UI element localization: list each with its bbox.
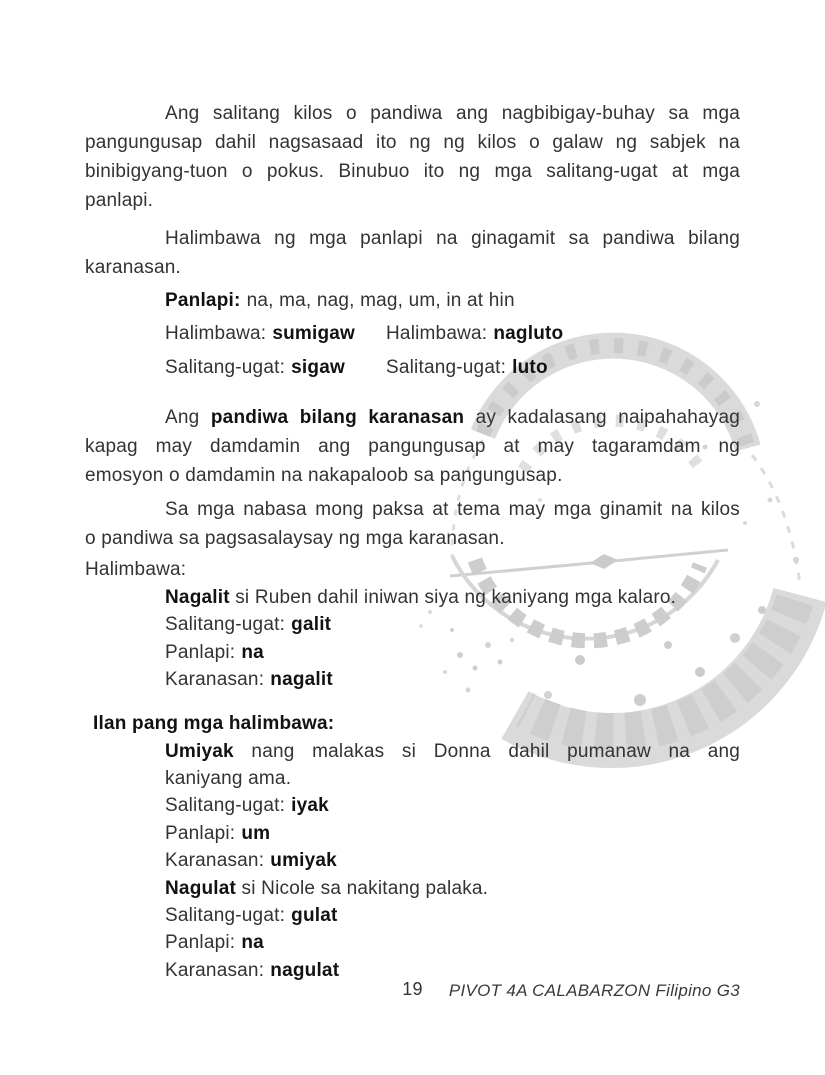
affix-label: Panlapi:	[165, 641, 236, 663]
root-word: luto	[512, 357, 548, 378]
affix-label: Panlapi:	[165, 822, 236, 844]
panlapi-label: Panlapi:	[165, 290, 241, 311]
verb-word: Umiyak	[165, 740, 234, 762]
footer-source: PIVOT 4A CALABARZON Filipino G3	[448, 981, 740, 1001]
root-word-line	[165, 902, 740, 929]
root-word-label: Salitang-ugat:	[165, 795, 286, 817]
more-examples-heading: Ilan pang mga halimbawa:	[93, 712, 335, 734]
text-line: o pandiwa sa pagsasalaysay ng mga karanasan.	[85, 528, 505, 549]
root-word-label: Salitang-ugat:	[165, 905, 286, 927]
affix-word: um	[241, 822, 271, 844]
paragraph-halimbawa-intro	[85, 224, 740, 282]
example-label: Halimbawa:	[386, 323, 488, 344]
example-sentence-3	[165, 875, 740, 902]
sentence-rest: si Ruben dahil iniwan siya ng kaniyang mga kalaro.	[229, 587, 677, 608]
karanasan-line	[165, 847, 740, 874]
example-label: Halimbawa:	[165, 323, 267, 344]
verb-word: Nagulat	[165, 877, 237, 899]
karanasan-label: Karanasan:	[165, 850, 265, 872]
paragraph-pandiwa-karanasan	[85, 403, 740, 490]
root-word-label: Salitang-ugat:	[386, 357, 507, 378]
text-line: pangungusap dahil nagsasaad ito ng ng kilos o galaw ng sabjek na	[85, 132, 740, 153]
example-sentence-1	[165, 584, 740, 611]
text-line: kapag may damdamin ang pangungusap at may tagaramdam ng	[85, 436, 740, 457]
halimbawa-heading: Halimbawa:	[85, 559, 187, 580]
example-cell	[165, 353, 386, 382]
root-word-label: Salitang-ugat:	[165, 614, 286, 636]
example-cell	[386, 357, 548, 378]
karanasan-word: nagulat	[270, 959, 340, 981]
karanasan-line	[165, 666, 740, 693]
root-word: gulat	[291, 905, 338, 927]
text-line: karanasan.	[85, 257, 182, 278]
example-cell	[165, 319, 386, 348]
example-sentence-2-cont: kaniyang ama.	[165, 768, 292, 790]
karanasan-word: nagalit	[270, 669, 333, 691]
example-pair-row-2	[165, 353, 740, 382]
root-word-line	[165, 611, 740, 638]
affix-label: Panlapi:	[165, 932, 236, 954]
example-cell	[386, 323, 563, 344]
text-line: Sa mga nabasa mong paksa at tema may mga ginamit na kilos	[165, 499, 740, 520]
karanasan-label: Karanasan:	[165, 959, 265, 981]
verb-word: Nagalit	[165, 587, 230, 608]
example-pair-row-1	[165, 319, 740, 348]
panlapi-list-line	[165, 286, 740, 315]
sentence-rest: si Nicole sa nakitang palaka.	[236, 877, 489, 899]
paragraph-sa-mga-nabasa	[85, 495, 740, 553]
text-line: panlapi.	[85, 190, 154, 211]
text-line: Halimbawa ng mga panlapi na ginagamit sa pandiwa bilang	[165, 228, 740, 249]
example-sentence-2	[165, 738, 740, 765]
text-line: binibigyang-tuon o pokus. Binubuo ito ng mga salitang-ugat at mga	[85, 161, 740, 182]
root-word: iyak	[291, 795, 329, 817]
text-segment: Ang	[165, 407, 211, 428]
panlapi-values: na, ma, nag, mag, um, in at hin	[246, 290, 515, 311]
example-word: sumigaw	[272, 323, 356, 344]
root-word-label: Salitang-ugat:	[165, 357, 286, 378]
root-word: sigaw	[291, 357, 345, 378]
text-segment: ay kadalasang naipahahayag	[464, 407, 740, 428]
page-number: 19	[402, 979, 423, 1000]
karanasan-label: Karanasan:	[165, 669, 265, 691]
text-line: Ang salitang kilos o pandiwa ang nagbibigay-buhay sa mga	[165, 103, 740, 124]
affix-word: na	[241, 932, 264, 954]
page-footer	[85, 978, 740, 1001]
sentence-rest: nang malakas si Donna dahil pumanaw na ang	[233, 740, 740, 762]
paragraph-intro	[85, 99, 740, 215]
text-line	[85, 403, 740, 432]
page-content	[85, 0, 740, 1001]
key-term: pandiwa bilang karanasan	[210, 407, 465, 428]
text-line: emosyon o damdamin na nakapaloob sa pangungusap.	[85, 465, 563, 486]
affix-line	[165, 929, 740, 956]
example-word: nagluto	[493, 323, 564, 344]
affix-line	[165, 639, 740, 666]
affix-word: na	[241, 641, 264, 663]
affix-line	[165, 820, 740, 847]
root-word: galit	[291, 614, 332, 636]
karanasan-word: umiyak	[270, 850, 337, 872]
root-word-line	[165, 792, 740, 819]
